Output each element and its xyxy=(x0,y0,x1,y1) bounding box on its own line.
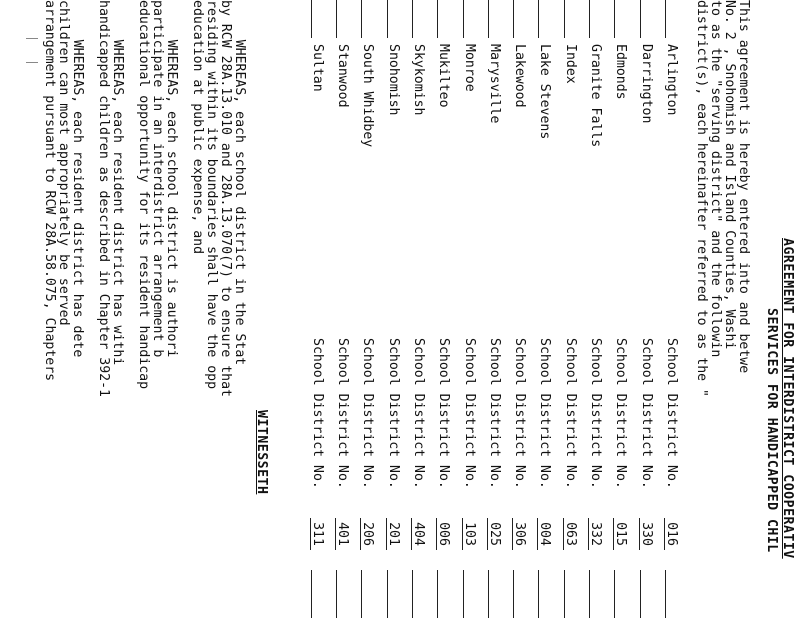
district-name: Skykomish xyxy=(411,44,426,116)
paragraph-line: arrangement pursuant to RCW 28A.58.075, Chapters xyxy=(42,0,57,382)
district-number: 201 xyxy=(386,518,400,550)
district-number: 063 xyxy=(563,518,577,550)
blank-line xyxy=(589,0,590,38)
blank-line xyxy=(412,570,413,618)
district-row xyxy=(486,0,501,618)
paragraph-line: handicapped children as described in Chapter 392-1 xyxy=(96,0,111,397)
district-number: 103 xyxy=(462,518,476,550)
paragraph-line: educational opportunity for its resident handicap xyxy=(136,0,151,390)
district-name: South Whidbey xyxy=(360,44,376,148)
blank-line xyxy=(387,570,388,618)
district-row xyxy=(359,0,374,618)
school-district-label: School District No. xyxy=(411,338,426,489)
school-district-label: School District No. xyxy=(664,338,679,489)
school-district-label: School District No. xyxy=(588,338,604,489)
district-row xyxy=(435,0,450,618)
blank-line xyxy=(361,570,362,618)
blank-line xyxy=(437,0,438,38)
district-name: Lakewood xyxy=(512,44,528,108)
intro-line: No. 2 , Snohomish and Island Counties, Washi xyxy=(722,0,737,350)
school-district-label: School District No. xyxy=(385,338,401,489)
blank-line xyxy=(463,570,464,618)
paragraph-line: education at public expense, and xyxy=(190,0,205,255)
blank-line xyxy=(665,0,666,38)
intro-line: to as the "serving district" and the followin xyxy=(708,0,723,358)
blank-line xyxy=(564,0,565,38)
district-name: Marysville xyxy=(486,44,502,124)
district-number: 004 xyxy=(538,518,552,550)
district-name: Lake Stevens xyxy=(537,44,553,140)
district-row xyxy=(562,0,577,618)
paragraph-line: WHEREAS, each resident district has withi xyxy=(110,0,125,366)
district-row xyxy=(587,0,602,618)
district-row xyxy=(334,0,349,618)
district-number: 006 xyxy=(436,518,450,550)
document-title: AGREEMENT FOR INTERDISTRICT COOPERATIV xyxy=(780,238,795,559)
paragraph-line: residing within its boundaries shall have the opp xyxy=(204,0,219,390)
district-name: Stanwood xyxy=(335,44,351,108)
blank-line xyxy=(336,570,337,618)
school-district-label: School District No. xyxy=(461,338,477,489)
blank-line xyxy=(614,0,615,38)
school-district-label: School District No. xyxy=(436,338,452,489)
witnesseth-heading: WITNESSETH xyxy=(254,410,269,495)
school-district-label: School District No. xyxy=(512,338,528,489)
blank-line xyxy=(412,0,413,38)
blank-line xyxy=(665,570,666,618)
blank-line xyxy=(614,570,615,618)
paragraph-line: WHEREAS, each resident district has dete xyxy=(70,0,85,358)
school-district-label: School District No. xyxy=(562,338,578,489)
district-row xyxy=(309,0,324,618)
district-number: 016 xyxy=(664,518,678,550)
district-name: Snohomish xyxy=(385,44,401,116)
school-district-label: School District No. xyxy=(537,338,553,489)
intro-line: This agreement is hereby entered into and betwe xyxy=(736,0,751,374)
blank-line xyxy=(640,570,641,618)
district-number: 206 xyxy=(360,518,374,550)
district-number: 306 xyxy=(512,518,526,550)
paragraph-line: by RCW 28A.13.010 and 28A.13.070(7) to ensure that xyxy=(218,0,233,397)
school-district-label: School District No. xyxy=(309,338,325,489)
district-number: 025 xyxy=(487,518,501,550)
district-name: Monroe xyxy=(461,44,477,92)
paragraph-line: WHEREAS, each school district in the Stat xyxy=(232,0,247,366)
blank-line xyxy=(640,0,641,38)
blank-line xyxy=(539,0,540,38)
district-row xyxy=(612,0,627,618)
blank-line xyxy=(463,0,464,38)
blank-line xyxy=(488,570,489,618)
paragraph-line: participate in an interdistrict arrangement b xyxy=(150,0,165,358)
school-district-label: School District No. xyxy=(613,338,629,489)
school-district-label: School District No. xyxy=(335,338,351,489)
district-number: 015 xyxy=(613,518,627,550)
district-name: Arlington xyxy=(664,44,679,116)
district-row xyxy=(663,0,678,618)
blank-line xyxy=(437,570,438,618)
school-district-label: School District No. xyxy=(638,338,654,489)
blank-line xyxy=(513,0,514,38)
blank-line xyxy=(361,0,362,38)
district-number: 330 xyxy=(639,518,653,550)
paragraph-line: WHEREAS, each school district is authori xyxy=(164,0,179,358)
district-number: 311 xyxy=(310,518,324,550)
district-row xyxy=(461,0,476,618)
blank-line xyxy=(564,570,565,618)
paragraph-line: children can most appropriately be served xyxy=(56,0,71,326)
blank-line xyxy=(387,0,388,38)
blank-line xyxy=(336,0,337,38)
blank-line xyxy=(311,0,312,38)
district-row xyxy=(410,0,425,618)
district-row xyxy=(638,0,653,618)
blank-line xyxy=(513,570,514,618)
district-number: 404 xyxy=(411,518,425,550)
district-row xyxy=(511,0,526,618)
school-district-label: School District No. xyxy=(360,338,376,489)
district-name: Mukilteo xyxy=(436,44,452,108)
district-number: 332 xyxy=(588,518,602,550)
blank-line xyxy=(589,570,590,618)
blank-line xyxy=(488,0,489,38)
intro-line: district(s), each hereinafter referred to as the " xyxy=(694,0,709,397)
district-name: Sultan xyxy=(309,44,325,92)
district-row xyxy=(537,0,552,618)
district-name: Index xyxy=(562,44,578,84)
district-row xyxy=(385,0,400,618)
district-name: Edmonds xyxy=(613,44,629,100)
district-name: Darrington xyxy=(638,44,654,124)
district-number: 401 xyxy=(335,518,349,550)
school-district-label: School District No. xyxy=(486,338,502,489)
blank-line xyxy=(539,570,540,618)
blank-line xyxy=(311,570,312,618)
district-name: Granite Falls xyxy=(588,44,604,148)
document-subtitle: SERVICES FOR HANDICAPPED CHIL xyxy=(764,308,779,553)
